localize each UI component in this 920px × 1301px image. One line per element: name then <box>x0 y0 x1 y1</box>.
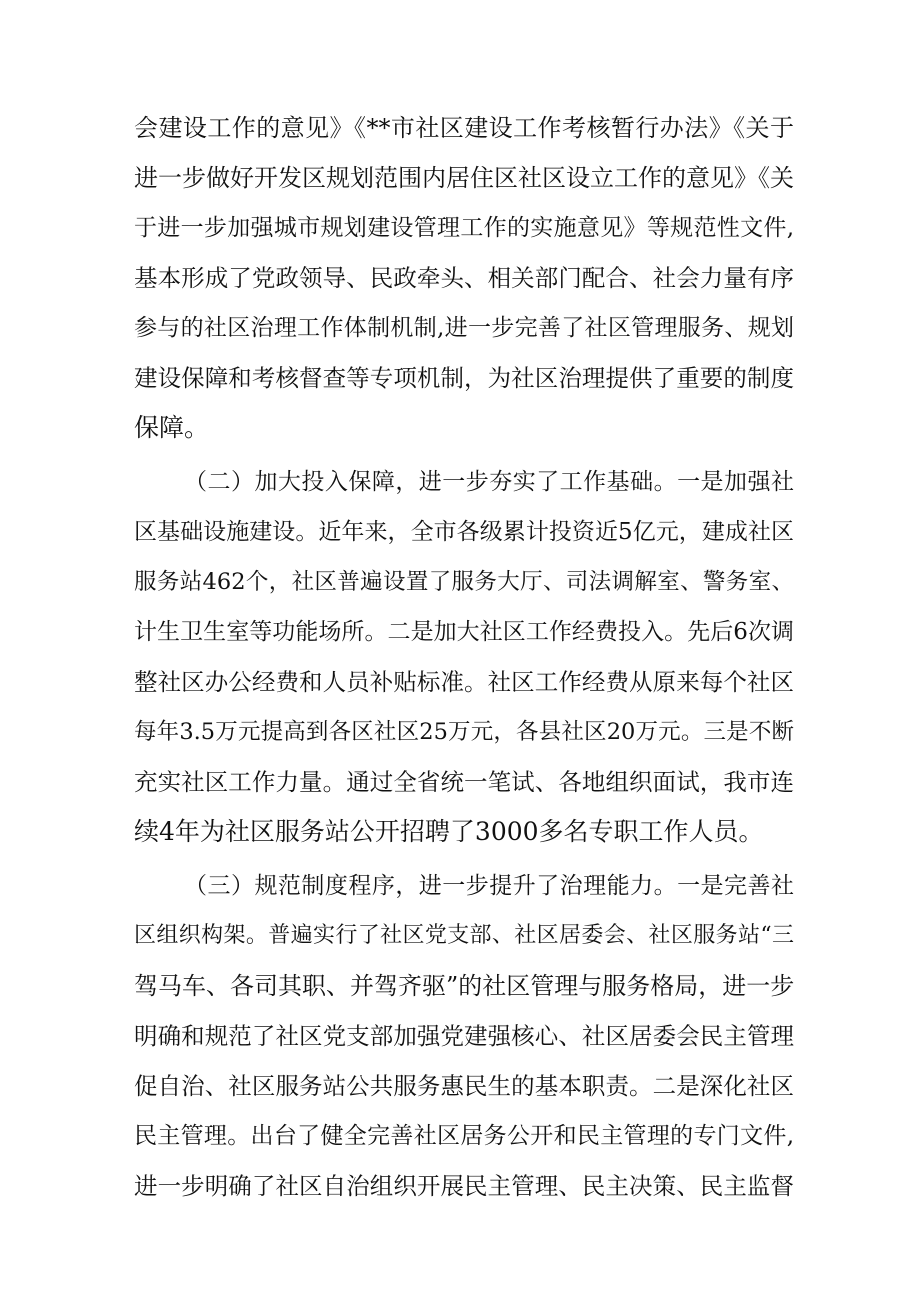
paragraph-3-line-4: 明确和规范了社区党支部加强党建强核心、社区居委会民主管理 <box>134 1022 794 1050</box>
paragraph-1-line-1: 会建设工作的意见》《**市社区建设工作考核暂行办法》《关于 <box>134 114 794 142</box>
paragraph-3-line-1: （三）规范制度程序，进一步提升了治理能力。一是完善社 <box>184 873 794 899</box>
paragraph-2-line-1: （二）加大投入保障，进一步夯实了工作基础。一是加强社 <box>184 469 794 495</box>
paragraph-2-line-6: 每年3.5万元提高到各区社区25万元，各县社区20万元。三是不断 <box>134 719 794 745</box>
paragraph-1-line-5: 参与的社区治理工作体制机制,进一步完善了社区管理服务、规划 <box>134 315 794 341</box>
paragraph-1-line-3: 于进一步加强城市规划建设管理工作的实施意见》等规范性文件, <box>134 215 794 241</box>
paragraph-3-line-3: 驾马车、各司其职、并驾齐驱”的社区管理与服务格局，进一步 <box>134 972 795 1000</box>
paragraph-1-line-4: 基本形成了党政领导、民政牵头、相关部门配合、社会力量有序 <box>134 264 794 292</box>
paragraph-3-line-6: 民主管理。出台了健全完善社区居务公开和民主管理的专门文件, <box>134 1123 794 1149</box>
paragraph-1-line-6: 建设保障和考核督查等专项机制，为社区治理提供了重要的制度 <box>134 364 794 392</box>
paragraph-2-line-8: 续4年为社区服务站公开招聘了3000多名专职工作人员。 <box>134 817 764 846</box>
paragraph-2-line-4: 计生卫生室等功能场所。二是加大社区工作经费投入。先后6次调 <box>134 619 794 645</box>
paragraph-3-line-5: 促自治、社区服务站公共服务惠民生的基本职责。二是深化社区 <box>134 1072 794 1100</box>
paragraph-1-line-7: 保障。 <box>134 413 210 442</box>
paragraph-2-line-7: 充实社区工作力量。通过全省统一笔试、各地组织面试，我市连 <box>134 768 794 796</box>
paragraph-1-line-2: 进一步做好开发区规划范围内居住区社区设立工作的意见》《关 <box>134 164 794 192</box>
paragraph-3-line-2: 区组织构架。普遍实行了社区党支部、社区居委会、社区服务站“三 <box>134 923 794 948</box>
paragraph-2-line-3: 服务站462个，社区普遍设置了服务大厅、司法调解室、警务室、 <box>134 569 794 595</box>
paragraph-2-line-2: 区基础设施建设。近年来，全市各级累计投资近5亿元，建成社区 <box>134 519 794 545</box>
paragraph-3-line-7: 进一步明确了社区自治组织开展民主管理、民主决策、民主监督 <box>134 1172 794 1200</box>
paragraph-2-line-5: 整社区办公经费和人员补贴标准。社区工作经费从原来每个社区 <box>134 668 794 696</box>
